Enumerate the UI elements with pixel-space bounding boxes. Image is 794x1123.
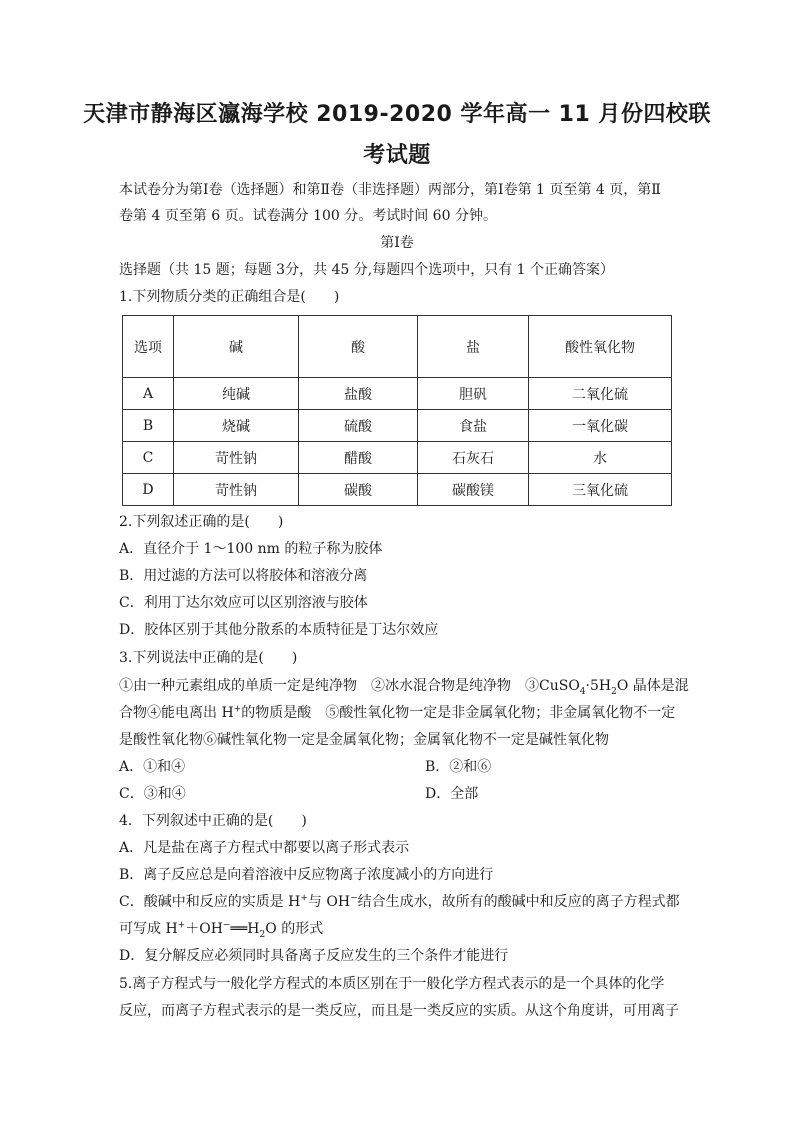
q2-option-a: A．直径介于 1～100 nm 的粒子称为胶体 — [119, 541, 383, 557]
q4-stem: 4．下列叙述中正确的是( ) — [119, 813, 307, 829]
table-cell: 食盐 — [418, 410, 529, 442]
superscript: + — [300, 893, 308, 904]
exam-title-line-1: 天津市静海区瀛海学校 2019-2020 学年高一 11 月份四校联 — [83, 102, 711, 127]
q4-option-b: B．离子反应总是向着溶液中反应物离子浓度减小的方向进行 — [119, 867, 494, 883]
table-header-cell: 酸 — [299, 316, 418, 378]
q3-statement-line-1 — [119, 676, 689, 697]
instructions: 选择题（共 15 题；每题 3分，共 45 分,每题四个选项中，只有 1 个正确答案） — [119, 262, 615, 278]
q3-option-c: C．③和④ — [119, 786, 186, 802]
table-cell: D — [123, 474, 174, 506]
table-cell: 碳酸 — [299, 474, 418, 506]
subscript: 4 — [579, 686, 586, 697]
q3-text: ·5H — [585, 678, 612, 694]
table-row — [123, 442, 672, 474]
q4-text: 与 OH — [307, 894, 351, 910]
table-cell: C — [123, 442, 174, 474]
table-header-cell: 选项 — [123, 316, 174, 378]
table-cell: 盐酸 — [299, 378, 418, 410]
table-header-row — [123, 316, 672, 378]
superscript: − — [350, 893, 358, 904]
table-row — [123, 474, 672, 506]
superscript: + — [233, 704, 242, 715]
q3-statement-line-3: 是酸性氧化物⑥碱性氧化物一定是金属氧化物；金属氧化物不一定是碱性氧化物 — [119, 732, 609, 748]
table-cell: 硫酸 — [299, 410, 418, 442]
q2-stem: 2.下列叙述正确的是( ) — [119, 514, 284, 530]
table-cell: 苛性钠 — [174, 474, 299, 506]
q5-line-2: 反应，而离子方程式表示的是一类反应，而且是一类反应的实质。从这个角度讲，可用离子 — [119, 1003, 679, 1019]
superscript: + — [177, 920, 186, 931]
superscript: − — [222, 920, 231, 931]
q3-option-d: D．全部 — [425, 786, 479, 802]
q3-text: ①由一种元素组成的单质一定是纯净物 ②冰水混合物是纯净物 ③CuSO — [119, 678, 580, 694]
q4-option-c-line-1 — [119, 892, 679, 912]
table-cell: 纯碱 — [174, 378, 299, 410]
table-cell: 石灰石 — [418, 442, 529, 474]
q1-stem: 1.下列物质分类的正确组合是( ) — [119, 289, 340, 305]
q4-text: 可写成 H — [119, 921, 178, 937]
table-row — [123, 378, 672, 410]
q3-text: O 晶体是混 — [616, 678, 689, 694]
section-heading: 第Ⅰ卷 — [380, 235, 414, 251]
q3-option-b: B．②和⑥ — [425, 759, 492, 775]
q2-option-b: B．用过滤的方法可以将胶体和溶液分离 — [119, 568, 368, 584]
table-cell: 三氧化硫 — [529, 474, 672, 506]
table-cell: 一氧化碳 — [529, 410, 672, 442]
table-cell: A — [123, 378, 174, 410]
classification-table — [122, 315, 672, 506]
q4-option-a: A．凡是盐在离子方程式中都要以离子形式表示 — [119, 840, 410, 856]
table-cell: 烧碱 — [174, 410, 299, 442]
subscript: 2 — [611, 686, 617, 697]
table-header-cell: 盐 — [418, 316, 529, 378]
q3-text: 的物质是酸 ⑤酸性氧化物一定是非金属氧化物；非金属氧化物不一定 — [241, 705, 676, 721]
table-header-cell: 碱 — [174, 316, 299, 378]
q4-text: 结合生成水，故所有的酸碱中和反应的离子方程式都 — [357, 894, 680, 910]
table-cell: 醋酸 — [299, 442, 418, 474]
table-cell: 胆矾 — [418, 378, 529, 410]
q3-option-a: A．①和④ — [119, 759, 186, 775]
table-row — [123, 410, 672, 442]
table-cell: 二氧化硫 — [529, 378, 672, 410]
table-cell: 苛性钠 — [174, 442, 299, 474]
q4-text: C．酸碱中和反应的实质是 H — [119, 894, 301, 910]
q4-text: O 的形式 — [265, 921, 324, 937]
q3-text: 合物④能电离出 H — [119, 705, 234, 721]
q4-option-c-line-2 — [119, 919, 679, 939]
subscript: 2 — [259, 929, 266, 940]
intro-line-1: 本试卷分为第Ⅰ卷（选择题）和第Ⅱ卷（非选择题）两部分，第Ⅰ卷第 1 页至第 4 页，第Ⅱ — [119, 182, 661, 198]
table-cell: B — [123, 410, 174, 442]
q5-line-1: 5.离子方程式与一般化学方程式的本质区别在于一般化学方程式表示的是一个具体的化学 — [119, 976, 665, 992]
table-cell: 水 — [529, 442, 672, 474]
intro-line-2: 卷第 4 页至第 6 页。试卷满分 100 分。考试时间 60 分钟。 — [119, 208, 497, 224]
q2-option-c: C．利用丁达尔效应可以区别溶液与胶体 — [119, 595, 368, 611]
q4-option-d: D．复分解反应必须同时具备离子反应发生的三个条件才能进行 — [119, 948, 509, 964]
q3-stem: 3.下列说法中正确的是( ) — [119, 650, 298, 666]
table-header-cell: 酸性氧化物 — [529, 316, 672, 378]
exam-title-line-2: 考试题 — [363, 143, 431, 168]
q4-text: ＋OH — [185, 921, 223, 937]
q2-option-d: D．胶体区别于其他分散系的本质特征是丁达尔效应 — [119, 622, 439, 638]
table-cell: 碳酸镁 — [418, 474, 529, 506]
q3-statement-line-2 — [119, 703, 679, 723]
q4-text: ══H — [230, 921, 260, 937]
